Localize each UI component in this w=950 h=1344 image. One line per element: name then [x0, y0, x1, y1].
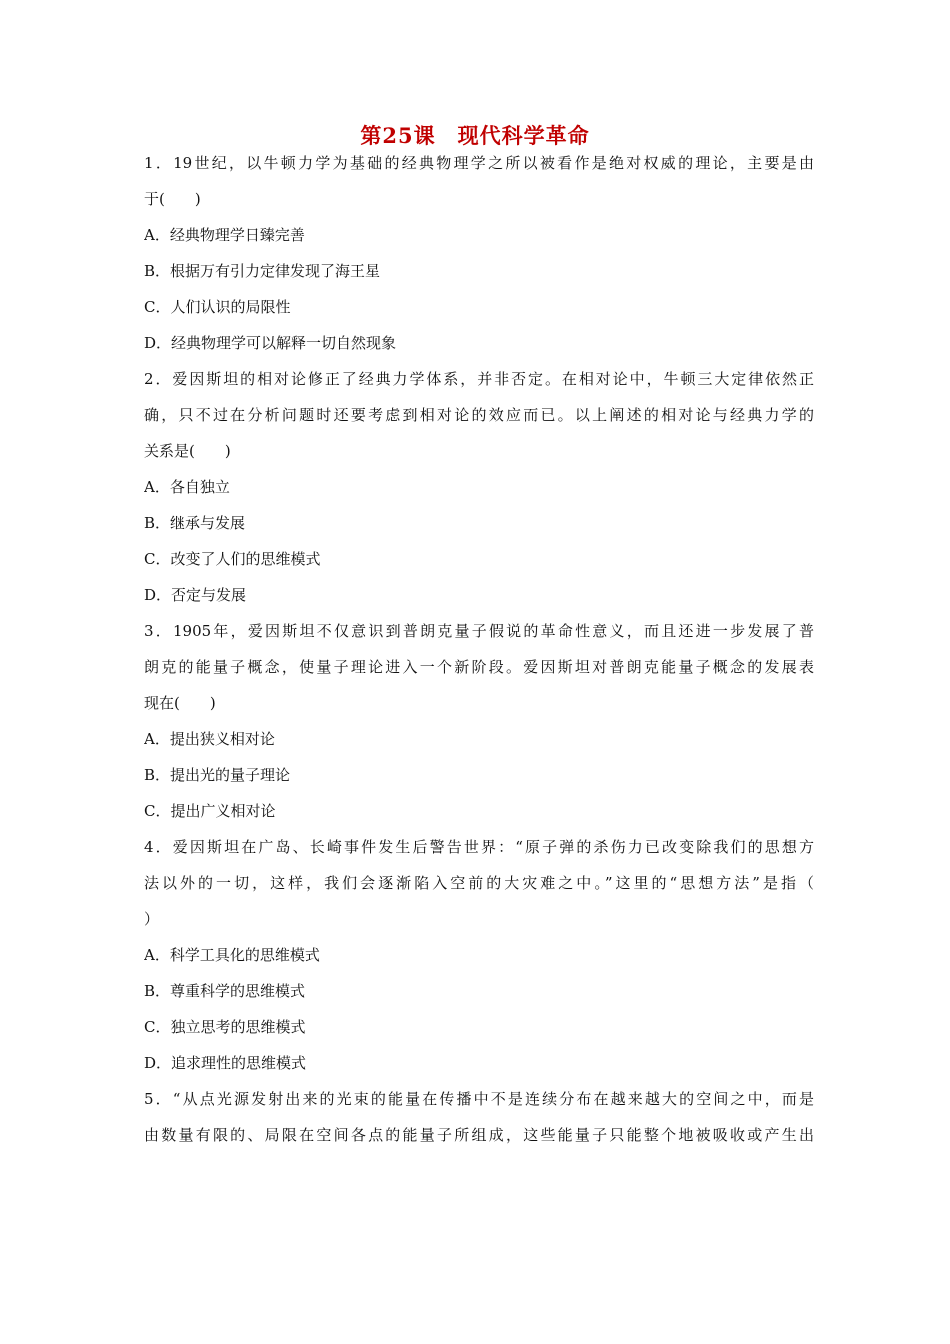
q1-option-d: D．经典物理学可以解释一切自然现象	[144, 334, 397, 352]
q2-option-a: A．各自独立	[144, 478, 230, 496]
q1-option-c: C．人们认识的局限性	[144, 298, 291, 316]
q3-stem-line-1: 3．1905年，爱因斯坦不仅意识到普朗克量子假说的革命性意义，而且还进一步发展了普	[144, 622, 814, 640]
q2-stem-line-2: 确，只不过在分析问题时还要考虑到相对论的效应而已。以上阐述的相对论与经典力学的	[144, 406, 814, 424]
q4-stem-line-3: ）	[144, 910, 160, 928]
q3-option-b: B．提出光的量子理论	[144, 766, 291, 784]
q3-stem-line-3: 现在( )	[144, 694, 216, 712]
q4-option-c: C．独立思考的思维模式	[144, 1018, 306, 1036]
q2-stem-line-1: 2．爱因斯坦的相对论修正了经典力学体系，并非否定。在相对论中，牛顿三大定律依然正	[144, 370, 814, 388]
q5-stem-line-1: 5．“从点光源发射出来的光束的能量在传播中不是连续分布在越来越大的空间之中，而是	[144, 1090, 814, 1108]
page-title: 第25课 现代科学革命	[360, 123, 590, 148]
q1-stem-line-2: 于( )	[144, 190, 201, 208]
q2-stem-line-3: 关系是( )	[144, 442, 231, 460]
q1-stem-line-1: 1．19世纪，以牛顿力学为基础的经典物理学之所以被看作是绝对权威的理论，主要是由	[144, 154, 814, 172]
q2-option-b: B．继承与发展	[144, 514, 246, 532]
q1-option-b: B．根据万有引力定律发现了海王星	[144, 262, 381, 280]
q4-option-a: A．科学工具化的思维模式	[144, 946, 320, 964]
question-body	[144, 148, 814, 1156]
q2-option-c: C．改变了人们的思维模式	[144, 550, 321, 568]
q4-option-b: B．尊重科学的思维模式	[144, 982, 306, 1000]
q4-option-d: D．追求理性的思维模式	[144, 1054, 307, 1072]
q3-option-c: C．提出广义相对论	[144, 802, 276, 820]
q4-stem-line-2: 法以外的一切，这样，我们会逐渐陷入空前的大灾难之中。”这里的“思想方法”是指（	[144, 874, 814, 892]
q3-stem-line-2: 朗克的能量子概念，使量子理论进入一个新阶段。爱因斯坦对普朗克能量子概念的发展表	[144, 658, 814, 676]
q1-option-a: A．经典物理学日臻完善	[144, 226, 305, 244]
q5-stem-line-2: 由数量有限的、局限在空间各点的能量子所组成，这些能量子只能整个地被吸收或产生出	[144, 1126, 814, 1144]
q2-option-d: D．否定与发展	[144, 586, 247, 604]
q3-option-a: A．提出狭义相对论	[144, 730, 275, 748]
q4-stem-line-1: 4．爱因斯坦在广岛、长崎事件发生后警告世界：“原子弹的杀伤力已改变除我们的思想方	[144, 838, 814, 856]
